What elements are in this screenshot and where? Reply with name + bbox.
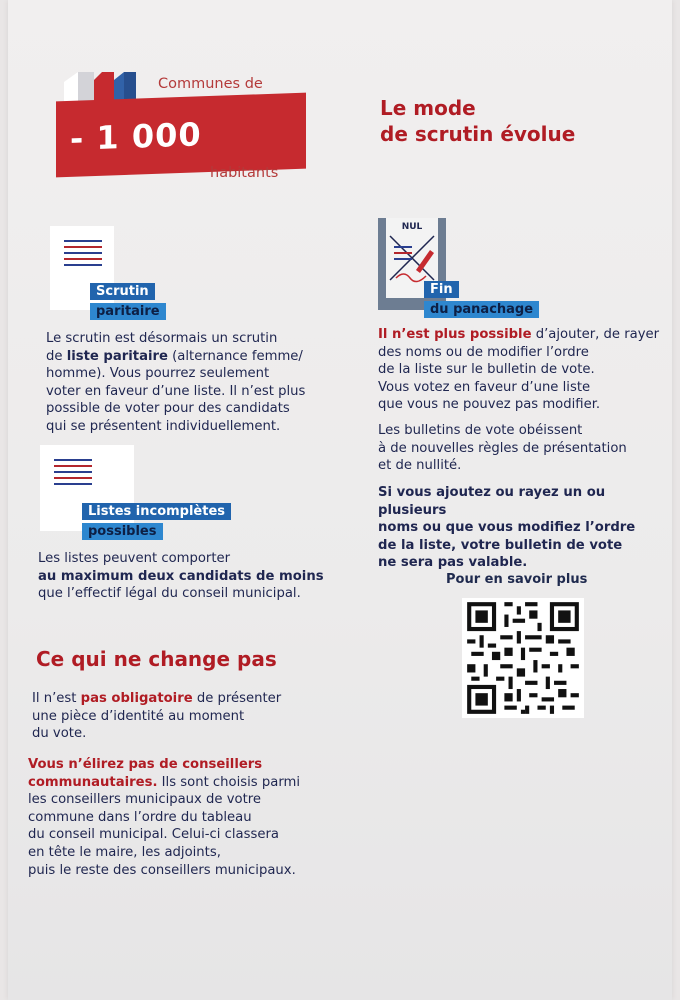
listes-text: Les listes peuvent comporter au maximum deux candidats de moins que l’effectif légal du conseil municipal. xyxy=(38,551,324,602)
bulletins-text: Les bulletins de vote obéissent à de nouvelles règles de présentation et de nullité. xyxy=(378,423,627,474)
nul-label: NUL xyxy=(401,222,423,232)
qr-code-icon[interactable] xyxy=(462,598,584,718)
logo-top-label: Communes de xyxy=(158,76,263,92)
conseillers-text: Vous n’élirez pas de conseillers communautaires. Ils sont choisis parmi les conseillers municipaux de votre commune dans l’ordre du tableau du conseil municipal. Celui-ci classera en tête le maire, les adjoints, puis le reste des conseillers municipaux. xyxy=(28,757,301,878)
panachage-text: Il n’est plus possible d’ajouter, de rayer des noms ou de modifier l’ordre de la liste sur le bulletin de vote. Vous votez en faveur d’une liste que vous ne pouvez pas modifier. xyxy=(378,327,660,413)
logo-bottom-label: habitants xyxy=(210,165,279,181)
identite-text: Il n’est pas obligatoire de présenter une pièce d’identité au moment du vote. xyxy=(32,691,282,742)
section-title-inchange: Ce qui ne change pas xyxy=(36,647,277,671)
warning-text: Si vous ajoutez ou rayez un ou plusieurs noms ou que vous modifiez l’ordre de la liste, votre bulletin de vote ne sera pas valable. xyxy=(378,485,636,571)
badge-listes-incompletes: Listes incomplètes possibles xyxy=(82,500,231,540)
logo-big-number: - 1 000 xyxy=(70,115,202,158)
badge-scrutin-paritaire: Scrutin paritaire xyxy=(90,280,166,320)
badge-fin-panachage: Fin du panachage xyxy=(424,278,539,318)
page-title: Le mode de scrutin évolue xyxy=(380,96,576,146)
paritaire-text: Le scrutin est désormais un scrutin de liste paritaire (alternance femme/ homme). Vous pourrez seulement voter en faveur d’une liste. Il n’est plus possible de voter pour des candidats qui se présentent individuellement. xyxy=(46,331,306,434)
more-info-label: Pour en savoir plus xyxy=(446,572,588,587)
